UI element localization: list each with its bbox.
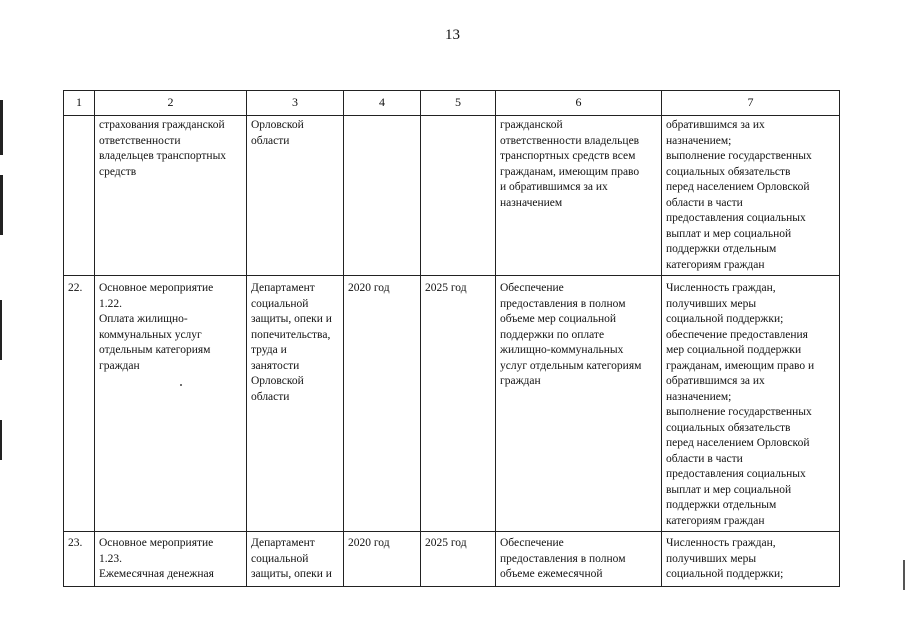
cell-number <box>64 532 95 587</box>
scan-left-edge-mark <box>0 420 2 460</box>
cell-expected-result <box>496 532 662 587</box>
cell-expected-result <box>496 276 662 532</box>
cell-executor <box>247 532 344 587</box>
cell-measure <box>95 276 247 532</box>
scan-left-edge-mark <box>0 300 2 360</box>
column-header: 3 <box>247 91 344 116</box>
cell-text: 2025 год <box>425 282 467 294</box>
table-header-row <box>64 91 840 116</box>
cell-indicator <box>662 532 840 587</box>
page-number: 13 <box>445 27 460 43</box>
measures-table <box>63 90 840 587</box>
cell-end-year <box>421 276 496 532</box>
cell-executor <box>247 276 344 532</box>
cell-text: обратившимся за их назначением; выполнение государственных социальных обязательств перед населением Орловской области в части предоставления социальных выплат и мер социальной поддержки отдельным категориям граждан <box>666 119 812 271</box>
table-row <box>64 276 840 532</box>
cell-start-year <box>344 276 421 532</box>
cell-text: страхования гражданской ответственности владельцев транспортных средств <box>99 119 227 178</box>
cell-number <box>64 276 95 532</box>
column-header: 2 <box>95 91 247 116</box>
cell-text: Департамент социальной защиты, опеки и <box>251 537 332 580</box>
cell-text: Основное мероприятие 1.23. Ежемесячная денежная <box>99 537 214 580</box>
cell-indicator <box>662 276 840 532</box>
column-header: 4 <box>344 91 421 116</box>
cell-text: Численность граждан, получивших меры социальной поддержки; <box>666 537 784 580</box>
scan-speck <box>180 384 182 386</box>
column-header: 6 <box>496 91 662 116</box>
cell-text: гражданской ответственности владельцев транспортных средств всем гражданам, имеющим право и обратившимся за их назначением <box>500 119 640 209</box>
table-row <box>64 532 840 587</box>
cell-start-year <box>344 116 421 276</box>
cell-text: 23. <box>68 537 83 549</box>
cell-text: Орловской области <box>251 119 304 147</box>
cell-text: Департамент социальной защиты, опеки и попечительства, труда и занятости Орловской области <box>251 282 332 403</box>
cell-text: 22. <box>68 282 83 294</box>
cell-end-year <box>421 532 496 587</box>
cell-measure <box>95 532 247 587</box>
column-header: 7 <box>662 91 840 116</box>
cell-measure <box>95 116 247 276</box>
cell-number <box>64 116 95 276</box>
table-row <box>64 116 840 276</box>
cell-start-year <box>344 532 421 587</box>
cell-end-year <box>421 116 496 276</box>
cell-text: Обеспечение предоставления в полном объеме мер социальной поддержки по оплате жилищно-коммунальных услуг отдельным категориям граждан <box>500 282 642 387</box>
cell-text: 2020 год <box>348 282 390 294</box>
scan-left-edge-mark <box>0 100 3 155</box>
cell-indicator <box>662 116 840 276</box>
column-header: 5 <box>421 91 496 116</box>
cell-text: Численность граждан, получивших меры социальной поддержки; обеспечение предоставления мер социальной поддержки гражданам, имеющим право и обратившимся за их назначением; выполнение государственных социальных обязательств перед населением Орловской области в части предоставления социальных выплат и мер социальной поддержки отдельным категориям граждан <box>666 282 815 527</box>
column-header: 1 <box>64 91 95 116</box>
cell-executor <box>247 116 344 276</box>
scan-left-edge-mark <box>0 175 3 235</box>
cell-text: Основное мероприятие 1.22. Оплата жилищно- коммунальных услуг отдельным категориям граждан <box>99 282 214 372</box>
cell-text: 2020 год <box>348 537 390 549</box>
cell-expected-result <box>496 116 662 276</box>
cell-text: 2025 год <box>425 537 467 549</box>
cell-text: Обеспечение предоставления в полном объеме ежемесячной <box>500 537 626 580</box>
